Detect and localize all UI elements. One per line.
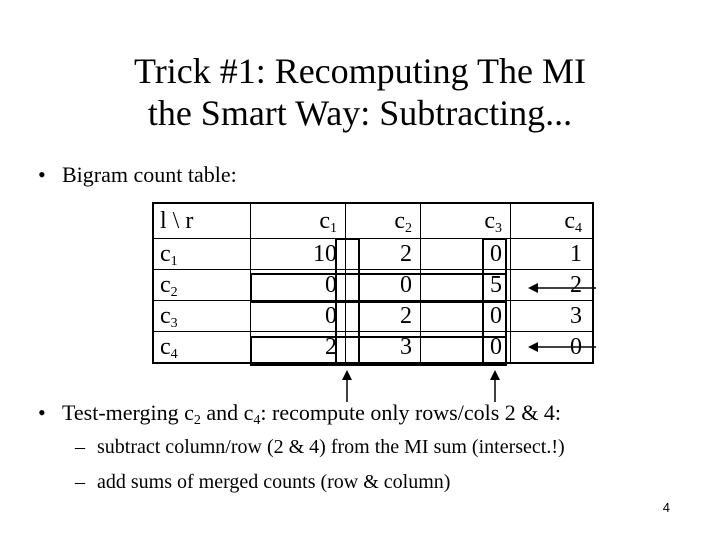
corner-cell: l \ r <box>153 203 251 239</box>
bullet-dot-icon: • <box>38 162 46 187</box>
arrow-left-icon <box>528 339 600 355</box>
title-line-2: the Smart Way: Subtracting... <box>147 93 573 133</box>
table-cell: 2 <box>511 270 594 301</box>
bullet-bigram-table <box>38 162 237 188</box>
row-header: $c_4$ <box>153 332 251 364</box>
page-number: 4 <box>662 500 670 515</box>
table-cell: 3 <box>511 301 594 332</box>
row-header: $c_1$ <box>153 239 251 270</box>
bullet-text: Bigram count table: <box>62 162 237 187</box>
table-cell: 10 <box>251 239 346 270</box>
table-row <box>153 270 593 301</box>
row-header: $c_3$ <box>153 301 251 332</box>
sub-bullet-add: – add sums of merged counts (row & column) <box>75 471 451 493</box>
table-cell: 0 <box>251 301 346 332</box>
table-cell: 3 <box>346 332 421 364</box>
table-cell: 0 <box>421 301 511 332</box>
table-cell: 0 <box>511 332 594 364</box>
table-cell: 2 <box>346 239 421 270</box>
table-cell: 0 <box>421 239 511 270</box>
table-cell: 0 <box>346 270 421 301</box>
table-header-row <box>153 203 593 239</box>
col-header: $c_3$ <box>421 203 511 239</box>
col-header: $c_4$ <box>511 203 594 239</box>
title-line-1: Trick #1: Recomputing The MI <box>134 51 586 91</box>
table-row <box>153 239 593 270</box>
table-cell: 5 <box>421 270 511 301</box>
sub-bullet-subtract: – subtract column/row (2 & 4) from the MI sum (intersect.!) <box>75 436 565 458</box>
table-row <box>153 332 593 364</box>
table-row <box>153 301 593 332</box>
table-cell: 0 <box>421 332 511 364</box>
table-cell: 2 <box>346 301 421 332</box>
table-cell: 1 <box>511 239 594 270</box>
arrow-left-icon <box>528 280 600 296</box>
arrow-up-icon <box>339 370 355 402</box>
col-header: $c_1$ <box>251 203 346 239</box>
bullet-test-merging: • Test-merging $c_2$ and $c_4$: recompute only rows/cols 2 & 4: <box>38 400 562 428</box>
dash-icon: – <box>75 471 85 493</box>
arrow-up-icon <box>487 370 503 402</box>
col-header: $c_2$ <box>346 203 421 239</box>
table-cell: 2 <box>251 332 346 364</box>
slide-title <box>0 50 720 134</box>
row-header: $c_2$ <box>153 270 251 301</box>
bullet-dot-icon: • <box>38 400 46 425</box>
table-cell: 0 <box>251 270 346 301</box>
dash-icon: – <box>75 436 85 458</box>
